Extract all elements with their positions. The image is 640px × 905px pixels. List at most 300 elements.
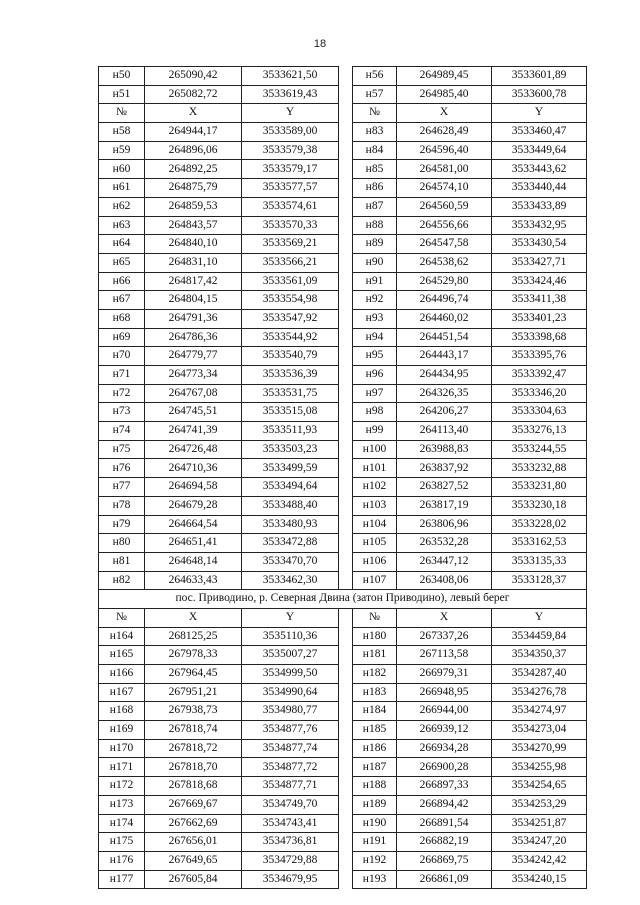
x-coordinate-cell: 264496,74	[397, 291, 492, 310]
x-coordinate-cell: 264443,17	[397, 347, 492, 366]
y-coordinate-cell: 3533470,70	[242, 552, 339, 571]
x-coordinate-cell: 264596,40	[397, 141, 492, 160]
x-coordinate-cell: 264767,08	[145, 384, 242, 403]
point-number-cell: н98	[353, 403, 397, 422]
section-title-row	[99, 590, 587, 609]
y-coordinate-cell: 3533531,75	[242, 384, 339, 403]
x-coordinate-cell: 264791,36	[145, 309, 242, 328]
table-row	[99, 403, 587, 422]
y-coordinate-cell: 3534274,97	[492, 702, 587, 721]
column-gap	[339, 627, 353, 646]
column-gap	[339, 608, 353, 627]
point-number-cell: н60	[99, 160, 145, 179]
table-row	[99, 683, 587, 702]
column-gap	[339, 422, 353, 441]
y-coordinate-cell: 3533472,88	[242, 534, 339, 553]
point-number-cell: н180	[353, 627, 397, 646]
table-row	[99, 440, 587, 459]
column-gap	[339, 758, 353, 777]
x-coordinate-cell: 265090,42	[145, 67, 242, 86]
x-coordinate-cell: 264892,25	[145, 160, 242, 179]
point-number-cell: н63	[99, 216, 145, 235]
point-number-cell: н57	[353, 85, 397, 104]
point-number-cell: н91	[353, 272, 397, 291]
x-coordinate-cell: 264206,27	[397, 403, 492, 422]
point-number-cell: н93	[353, 309, 397, 328]
x-coordinate-cell: 263988,83	[397, 440, 492, 459]
point-number-cell: н77	[99, 478, 145, 497]
x-coordinate-cell: 264859,53	[145, 197, 242, 216]
table-row	[99, 777, 587, 796]
point-number-cell: н101	[353, 459, 397, 478]
x-coordinate-cell: 267669,67	[145, 795, 242, 814]
x-coordinate-cell: 266861,09	[397, 870, 492, 889]
column-gap	[339, 384, 353, 403]
table-row	[99, 347, 587, 366]
point-number-cell: н168	[99, 702, 145, 721]
point-number-cell: н94	[353, 328, 397, 347]
column-gap	[339, 85, 353, 104]
x-coordinate-cell: 267818,74	[145, 721, 242, 740]
coordinates-table-body	[99, 67, 587, 889]
column-gap	[339, 291, 353, 310]
y-coordinate-cell: 3533231,80	[492, 478, 587, 497]
column-gap	[339, 160, 353, 179]
column-gap	[339, 403, 353, 422]
y-coordinate-cell: 3533503,23	[242, 440, 339, 459]
y-coordinate-cell: 3533443,62	[492, 160, 587, 179]
table-row	[99, 253, 587, 272]
x-coordinate-cell: 267337,26	[397, 627, 492, 646]
x-coordinate-cell: 264875,79	[145, 179, 242, 198]
header-x-cell: X	[397, 608, 492, 627]
point-number-cell: н83	[353, 123, 397, 142]
y-coordinate-cell: 3533480,93	[242, 515, 339, 534]
y-coordinate-cell: 3533432,95	[492, 216, 587, 235]
x-coordinate-cell: 266897,33	[397, 777, 492, 796]
table-header-row	[99, 104, 587, 123]
header-y-cell: Y	[242, 104, 339, 123]
y-coordinate-cell: 3534877,71	[242, 777, 339, 796]
x-coordinate-cell: 264651,41	[145, 534, 242, 553]
column-gap	[339, 739, 353, 758]
point-number-cell: н187	[353, 758, 397, 777]
x-coordinate-cell: 266948,95	[397, 683, 492, 702]
point-number-cell: н167	[99, 683, 145, 702]
y-coordinate-cell: 3534980,77	[242, 702, 339, 721]
y-coordinate-cell: 3533424,46	[492, 272, 587, 291]
x-coordinate-cell: 267964,45	[145, 665, 242, 684]
x-coordinate-cell: 264648,14	[145, 552, 242, 571]
point-number-cell: н188	[353, 777, 397, 796]
point-number-cell: н183	[353, 683, 397, 702]
y-coordinate-cell: 3533579,38	[242, 141, 339, 160]
table-row	[99, 870, 587, 889]
table-row	[99, 160, 587, 179]
x-coordinate-cell: 263806,96	[397, 515, 492, 534]
y-coordinate-cell: 3533462,30	[242, 571, 339, 590]
x-coordinate-cell: 264581,00	[397, 160, 492, 179]
header-number-cell: №	[99, 104, 145, 123]
y-coordinate-cell: 3534247,20	[492, 833, 587, 852]
point-number-cell: н103	[353, 496, 397, 515]
x-coordinate-cell: 266934,28	[397, 739, 492, 758]
table-row	[99, 795, 587, 814]
table-row	[99, 384, 587, 403]
table-row	[99, 141, 587, 160]
point-number-cell: н173	[99, 795, 145, 814]
y-coordinate-cell: 3533499,59	[242, 459, 339, 478]
point-number-cell: н193	[353, 870, 397, 889]
x-coordinate-cell: 264843,57	[145, 216, 242, 235]
x-coordinate-cell: 264633,43	[145, 571, 242, 590]
y-coordinate-cell: 3534240,15	[492, 870, 587, 889]
y-coordinate-cell: 3534679,95	[242, 870, 339, 889]
header-y-cell: Y	[492, 608, 587, 627]
point-number-cell: н190	[353, 814, 397, 833]
column-gap	[339, 347, 353, 366]
table-row	[99, 67, 587, 86]
point-number-cell: н166	[99, 665, 145, 684]
x-coordinate-cell: 264804,15	[145, 291, 242, 310]
point-number-cell: н174	[99, 814, 145, 833]
point-number-cell: н106	[353, 552, 397, 571]
table-row	[99, 534, 587, 553]
y-coordinate-cell: 3533570,33	[242, 216, 339, 235]
column-gap	[339, 496, 353, 515]
point-number-cell: н64	[99, 235, 145, 254]
x-coordinate-cell: 264831,10	[145, 253, 242, 272]
x-coordinate-cell: 264460,02	[397, 309, 492, 328]
point-number-cell: н71	[99, 366, 145, 385]
point-number-cell: н66	[99, 272, 145, 291]
column-gap	[339, 440, 353, 459]
y-coordinate-cell: 3533401,23	[492, 309, 587, 328]
point-number-cell: н102	[353, 478, 397, 497]
table-row	[99, 328, 587, 347]
x-coordinate-cell: 264113,40	[397, 422, 492, 441]
point-number-cell: н81	[99, 552, 145, 571]
column-gap	[339, 571, 353, 590]
y-coordinate-cell: 3533128,37	[492, 571, 587, 590]
point-number-cell: н96	[353, 366, 397, 385]
table-row	[99, 552, 587, 571]
column-gap	[339, 216, 353, 235]
x-coordinate-cell: 267818,70	[145, 758, 242, 777]
y-coordinate-cell: 3533488,40	[242, 496, 339, 515]
x-coordinate-cell: 264574,10	[397, 179, 492, 198]
x-coordinate-cell: 266894,42	[397, 795, 492, 814]
point-number-cell: н92	[353, 291, 397, 310]
table-row	[99, 478, 587, 497]
point-number-cell: н89	[353, 235, 397, 254]
column-gap	[339, 683, 353, 702]
table-row	[99, 851, 587, 870]
y-coordinate-cell: 3534273,04	[492, 721, 587, 740]
x-coordinate-cell: 267605,84	[145, 870, 242, 889]
table-row	[99, 627, 587, 646]
point-number-cell: н56	[353, 67, 397, 86]
y-coordinate-cell: 3534251,87	[492, 814, 587, 833]
point-number-cell: н90	[353, 253, 397, 272]
header-x-cell: X	[145, 104, 242, 123]
x-coordinate-cell: 264989,45	[397, 67, 492, 86]
point-number-cell: н87	[353, 197, 397, 216]
y-coordinate-cell: 3533569,21	[242, 235, 339, 254]
x-coordinate-cell: 264710,36	[145, 459, 242, 478]
y-coordinate-cell: 3533230,18	[492, 496, 587, 515]
y-coordinate-cell: 3533547,92	[242, 309, 339, 328]
x-coordinate-cell: 266900,28	[397, 758, 492, 777]
header-y-cell: Y	[242, 608, 339, 627]
column-gap	[339, 141, 353, 160]
y-coordinate-cell: 3533561,09	[242, 272, 339, 291]
y-coordinate-cell: 3534736,81	[242, 833, 339, 852]
table-row	[99, 85, 587, 104]
point-number-cell: н61	[99, 179, 145, 198]
y-coordinate-cell: 3533449,64	[492, 141, 587, 160]
x-coordinate-cell: 263532,28	[397, 534, 492, 553]
column-gap	[339, 366, 353, 385]
table-row	[99, 422, 587, 441]
point-number-cell: н67	[99, 291, 145, 310]
point-number-cell: н184	[353, 702, 397, 721]
point-number-cell: н164	[99, 627, 145, 646]
x-coordinate-cell: 263408,06	[397, 571, 492, 590]
table-row	[99, 739, 587, 758]
y-coordinate-cell: 3533430,54	[492, 235, 587, 254]
y-coordinate-cell: 3534270,99	[492, 739, 587, 758]
column-gap	[339, 104, 353, 123]
x-coordinate-cell: 266882,19	[397, 833, 492, 852]
page-number: 18	[313, 38, 327, 50]
column-gap	[339, 179, 353, 198]
point-number-cell: н82	[99, 571, 145, 590]
point-number-cell: н181	[353, 646, 397, 665]
x-coordinate-cell: 264773,34	[145, 366, 242, 385]
point-number-cell: н58	[99, 123, 145, 142]
x-coordinate-cell: 267656,01	[145, 833, 242, 852]
y-coordinate-cell: 3533440,44	[492, 179, 587, 198]
x-coordinate-cell: 263817,19	[397, 496, 492, 515]
header-x-cell: X	[397, 104, 492, 123]
point-number-cell: н84	[353, 141, 397, 160]
point-number-cell: н51	[99, 85, 145, 104]
point-number-cell: н172	[99, 777, 145, 796]
x-coordinate-cell: 264679,28	[145, 496, 242, 515]
x-coordinate-cell: 264556,66	[397, 216, 492, 235]
table-row	[99, 665, 587, 684]
table-row	[99, 702, 587, 721]
x-coordinate-cell: 267951,21	[145, 683, 242, 702]
table-row	[99, 814, 587, 833]
point-number-cell: н104	[353, 515, 397, 534]
column-gap	[339, 777, 353, 796]
point-number-cell: н100	[353, 440, 397, 459]
point-number-cell: н176	[99, 851, 145, 870]
point-number-cell: н75	[99, 440, 145, 459]
column-gap	[339, 478, 353, 497]
y-coordinate-cell: 3534877,76	[242, 721, 339, 740]
x-coordinate-cell: 263837,92	[397, 459, 492, 478]
header-x-cell: X	[145, 608, 242, 627]
y-coordinate-cell: 3534743,41	[242, 814, 339, 833]
x-coordinate-cell: 267818,72	[145, 739, 242, 758]
x-coordinate-cell: 267662,69	[145, 814, 242, 833]
x-coordinate-cell: 264694,58	[145, 478, 242, 497]
x-coordinate-cell: 266869,75	[397, 851, 492, 870]
x-coordinate-cell: 264726,48	[145, 440, 242, 459]
point-number-cell: н185	[353, 721, 397, 740]
column-gap	[339, 721, 353, 740]
x-coordinate-cell: 268125,25	[145, 627, 242, 646]
header-y-cell: Y	[492, 104, 587, 123]
point-number-cell: н182	[353, 665, 397, 684]
column-gap	[339, 534, 353, 553]
column-gap	[339, 646, 353, 665]
header-number-cell: №	[353, 608, 397, 627]
x-coordinate-cell: 264326,35	[397, 384, 492, 403]
column-gap	[339, 702, 353, 721]
y-coordinate-cell: 3533579,17	[242, 160, 339, 179]
column-gap	[339, 833, 353, 852]
y-coordinate-cell: 3534255,98	[492, 758, 587, 777]
y-coordinate-cell: 3533162,53	[492, 534, 587, 553]
header-number-cell: №	[353, 104, 397, 123]
column-gap	[339, 197, 353, 216]
table-row	[99, 123, 587, 142]
column-gap	[339, 552, 353, 571]
column-gap	[339, 235, 353, 254]
point-number-cell: н79	[99, 515, 145, 534]
table-row	[99, 496, 587, 515]
point-number-cell: н85	[353, 160, 397, 179]
point-number-cell: н65	[99, 253, 145, 272]
x-coordinate-cell: 264628,49	[397, 123, 492, 142]
x-coordinate-cell: 266944,00	[397, 702, 492, 721]
point-number-cell: н99	[353, 422, 397, 441]
y-coordinate-cell: 3533232,88	[492, 459, 587, 478]
y-coordinate-cell: 3533398,68	[492, 328, 587, 347]
y-coordinate-cell: 3534999,50	[242, 665, 339, 684]
y-coordinate-cell: 3533395,76	[492, 347, 587, 366]
table-row	[99, 758, 587, 777]
point-number-cell: н171	[99, 758, 145, 777]
y-coordinate-cell: 3533427,71	[492, 253, 587, 272]
table-row	[99, 459, 587, 478]
y-coordinate-cell: 3533411,38	[492, 291, 587, 310]
y-coordinate-cell: 3533460,47	[492, 123, 587, 142]
point-number-cell: н107	[353, 571, 397, 590]
table-row	[99, 216, 587, 235]
x-coordinate-cell: 267978,33	[145, 646, 242, 665]
point-number-cell: н50	[99, 67, 145, 86]
y-coordinate-cell: 3533494,64	[242, 478, 339, 497]
column-gap	[339, 328, 353, 347]
x-coordinate-cell: 267113,58	[397, 646, 492, 665]
x-coordinate-cell: 267649,65	[145, 851, 242, 870]
table-row	[99, 366, 587, 385]
point-number-cell: н76	[99, 459, 145, 478]
point-number-cell: н69	[99, 328, 145, 347]
column-gap	[339, 814, 353, 833]
table-header-row	[99, 608, 587, 627]
x-coordinate-cell: 264451,54	[397, 328, 492, 347]
x-coordinate-cell: 266939,12	[397, 721, 492, 740]
point-number-cell: н72	[99, 384, 145, 403]
y-coordinate-cell: 3534276,78	[492, 683, 587, 702]
point-number-cell: н78	[99, 496, 145, 515]
point-number-cell: н88	[353, 216, 397, 235]
column-gap	[339, 665, 353, 684]
point-number-cell: н73	[99, 403, 145, 422]
table-row	[99, 235, 587, 254]
x-coordinate-cell: 264786,36	[145, 328, 242, 347]
y-coordinate-cell: 3533589,00	[242, 123, 339, 142]
x-coordinate-cell: 264741,39	[145, 422, 242, 441]
y-coordinate-cell: 3534350,37	[492, 646, 587, 665]
table-row	[99, 646, 587, 665]
x-coordinate-cell: 263827,52	[397, 478, 492, 497]
table-row	[99, 309, 587, 328]
column-gap	[339, 123, 353, 142]
x-coordinate-cell: 263447,12	[397, 552, 492, 571]
table-row	[99, 272, 587, 291]
point-number-cell: н62	[99, 197, 145, 216]
y-coordinate-cell: 3534990,64	[242, 683, 339, 702]
point-number-cell: н165	[99, 646, 145, 665]
y-coordinate-cell: 3533511,93	[242, 422, 339, 441]
column-gap	[339, 870, 353, 889]
y-coordinate-cell: 3534459,84	[492, 627, 587, 646]
y-coordinate-cell: 3534287,40	[492, 665, 587, 684]
table-row	[99, 515, 587, 534]
x-coordinate-cell: 264840,10	[145, 235, 242, 254]
x-coordinate-cell: 266979,31	[397, 665, 492, 684]
y-coordinate-cell: 3533566,21	[242, 253, 339, 272]
point-number-cell: н191	[353, 833, 397, 852]
y-coordinate-cell: 3533577,57	[242, 179, 339, 198]
y-coordinate-cell: 3533276,13	[492, 422, 587, 441]
x-coordinate-cell: 267818,68	[145, 777, 242, 796]
point-number-cell: н86	[353, 179, 397, 198]
y-coordinate-cell: 3534877,72	[242, 758, 339, 777]
y-coordinate-cell: 3533621,50	[242, 67, 339, 86]
y-coordinate-cell: 3533574,61	[242, 197, 339, 216]
table-row	[99, 721, 587, 740]
point-number-cell: н192	[353, 851, 397, 870]
column-gap	[339, 851, 353, 870]
y-coordinate-cell: 3533515,08	[242, 403, 339, 422]
y-coordinate-cell: 3535007,27	[242, 646, 339, 665]
x-coordinate-cell: 264529,80	[397, 272, 492, 291]
table-row	[99, 179, 587, 198]
column-gap	[339, 253, 353, 272]
point-number-cell: н97	[353, 384, 397, 403]
column-gap	[339, 795, 353, 814]
y-coordinate-cell: 3534242,42	[492, 851, 587, 870]
x-coordinate-cell: 264779,77	[145, 347, 242, 366]
y-coordinate-cell: 3533540,79	[242, 347, 339, 366]
x-coordinate-cell: 264560,59	[397, 197, 492, 216]
table-row	[99, 833, 587, 852]
section-title: пос. Приводино, р. Северная Двина (затон Приводино), левый берег	[99, 590, 587, 609]
x-coordinate-cell: 264745,51	[145, 403, 242, 422]
x-coordinate-cell: 264664,54	[145, 515, 242, 534]
x-coordinate-cell: 265082,72	[145, 85, 242, 104]
x-coordinate-cell: 264547,58	[397, 235, 492, 254]
y-coordinate-cell: 3533554,98	[242, 291, 339, 310]
